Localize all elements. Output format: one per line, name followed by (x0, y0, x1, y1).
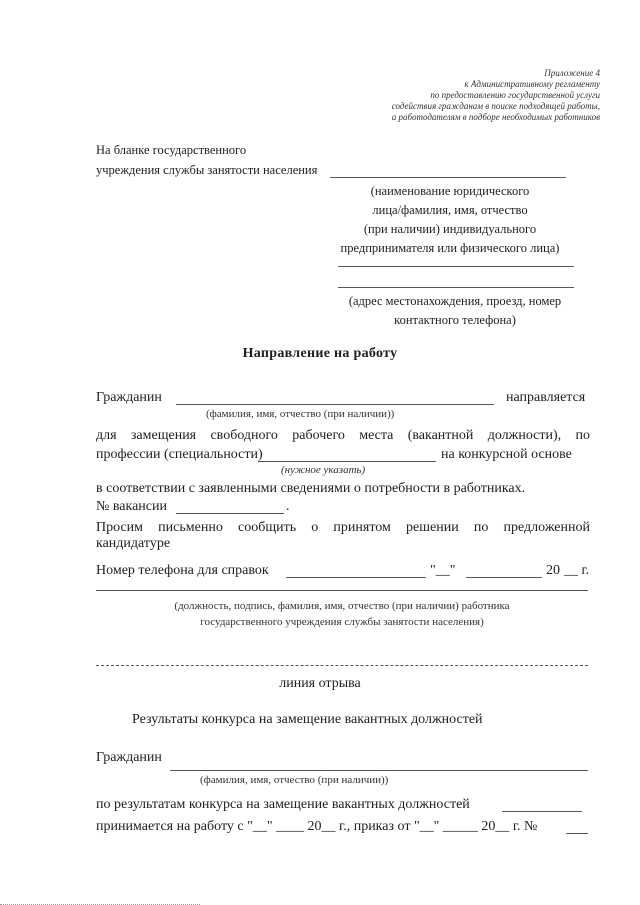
employer-note-1: (наименование юридического (370, 184, 530, 198)
address-field-line-1 (338, 266, 574, 267)
signature-note-2: государственного учреждения службы занятости населения) (200, 616, 484, 628)
appendix-block (392, 68, 600, 123)
results-fio-note: (фамилия, имя, отчество (при наличии)) (200, 774, 389, 786)
competitive-text: на конкурсной основе (441, 447, 572, 462)
phone-year-prefix: 20 (546, 563, 560, 578)
address-note-1: (адрес местонахождения, проезд, номер (348, 294, 562, 308)
letterhead-line-1: На бланке государственного (96, 143, 247, 157)
tear-line-label: линия отрыва (279, 676, 361, 691)
appendix-line-1: Приложение 4 (544, 68, 600, 78)
results-by-field-line (502, 811, 582, 812)
citizen-label: Гражданин (96, 390, 162, 405)
appendix-line-2: к Административному регламенту (464, 79, 600, 89)
appendix-line-3: по предоставлению государственной услуги (430, 90, 600, 100)
phone-field-line (286, 577, 426, 578)
citizen-name-field-line (176, 404, 494, 405)
employer-note-4: предпринимателя или физического лица) (340, 241, 560, 255)
needed-note: (нужное указать) (281, 464, 366, 476)
according-text: в соответствии с заявленными сведениями о потребности в работниках. (96, 481, 526, 496)
directed-text: направляется (506, 390, 586, 405)
vacancy-number-field-line (176, 513, 284, 514)
appendix-line-5: а работодателям в подборе необходимых работников (391, 112, 600, 122)
results-title: Результаты конкурса на замещение вакантных должностей (132, 712, 483, 727)
letterhead-line-2: учреждения службы занятости населения (96, 163, 318, 177)
please-line-1: Просим письменно сообщить о принятом решении по предложенной (96, 520, 590, 535)
profession-field-line (258, 461, 436, 462)
tear-off-line (96, 665, 588, 666)
address-note-2: контактного телефона) (394, 313, 516, 327)
profession-label: профессии (специальности) (96, 447, 263, 462)
phone-year-suffix: __ г. (564, 563, 590, 578)
order-number-field-line (566, 833, 588, 834)
vacancy-line: для замещения свободного рабочего места (вакантной должности), по (96, 428, 590, 443)
hired-line: принимается на работу с "__" ____ 20__ г., приказ от "__" _____ 20__ г. № (96, 819, 538, 834)
vacancy-number-label: № вакансии (96, 499, 167, 514)
vacancy-number-dot: . (286, 499, 290, 514)
employer-name-field-line (330, 177, 566, 178)
results-citizen-field-line (170, 770, 588, 771)
signature-field-line (96, 590, 588, 591)
results-citizen-label: Гражданин (96, 750, 162, 765)
fio-note: (фамилия, имя, отчество (при наличии)) (206, 408, 395, 420)
address-field-line-2 (338, 287, 574, 288)
please-line-2: кандидатуре (96, 536, 171, 551)
phone-date-day: "__" (430, 563, 456, 578)
employer-note-2: лица/фамилия, имя, отчество (372, 203, 528, 217)
document-title: Направление на работу (242, 346, 398, 361)
phone-date-month-line (466, 577, 542, 578)
phone-label: Номер телефона для справок (96, 563, 269, 578)
results-by-text: по результатам конкурса на замещение вакантных должностей (96, 797, 470, 812)
signature-note-1: (должность, подпись, фамилия, имя, отчество (при наличии) работника (174, 600, 510, 612)
appendix-line-4: содействия гражданам в поиске подходящей работы, (391, 101, 600, 111)
employer-note-3: (при наличии) индивидуального (363, 222, 537, 236)
